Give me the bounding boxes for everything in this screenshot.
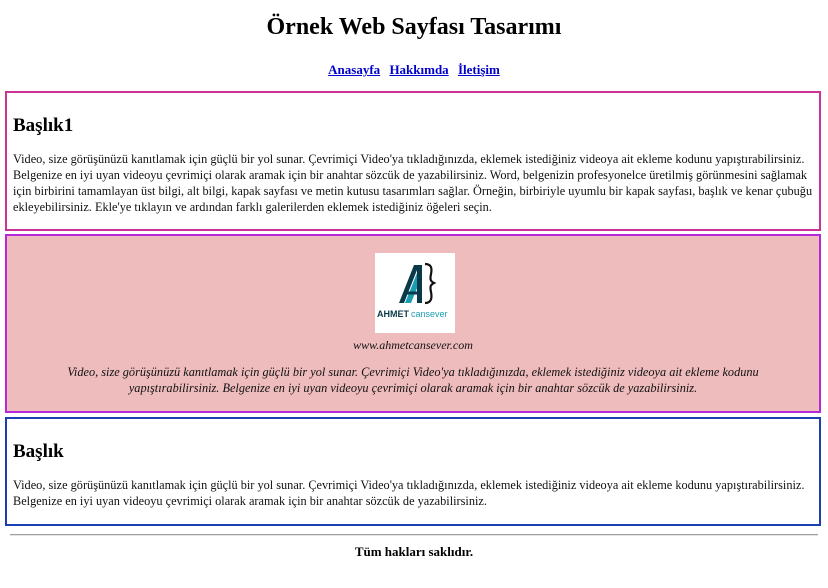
page-title: Örnek Web Sayfası Tasarımı <box>266 14 562 40</box>
section-heading: Başlık <box>13 441 64 462</box>
nav-link-anasayfa[interactable]: Anasayfa <box>328 62 381 77</box>
section-text: Video, size görüşünüzü kanıtlamak için güçlü bir yol sunar. Çevrimiçi Video'ya tıkladığınızda, eklemek istediğiniz videoya ait ekleme kodunu yapıştırabilirsiniz. Belgenize en iyi uyan videoyu çevrimiçi olarak aramak için bir anahtar sözcük de yazabilirsiniz. <box>13 478 805 508</box>
site-url: www.ahmetcansever.com <box>353 338 473 352</box>
main-nav <box>0 62 828 78</box>
logo-brand-bold: AHMET <box>377 309 409 319</box>
logo-mark-icon <box>375 253 455 333</box>
nav-link-hakkimda[interactable]: Hakkımda <box>389 62 449 77</box>
section-baslik1 <box>5 91 821 231</box>
section-logo-banner <box>5 234 821 413</box>
section-text: Video, size görüşünüzü kanıtlamak için güçlü bir yol sunar. Çevrimiçi Video'ya tıkladığınızda, eklemek istediğiniz videoya ait ekleme kodunu yapıştırabilirsiniz. Belgenize en iyi uyan videoyu çevrimiçi olarak aramak için bir anahtar sözcük de yazabilirsiniz. Word, belgenizin profesyonelce üretilmiş görünmesini sağlamak için birbirini tamamlayan üst bilgi, alt bilgi, kapak sayfası ve metin kutusu tasarımları sağlar. Örneğin, birbiriyle uyumlu bir kapak sayfası, başlık ve kenar çubuğu ekleyebilirsiniz. Ekle'ye tıklayın ve ardından farklı galerilerden eklemek istediğiniz öğeleri seçin. <box>13 152 813 214</box>
footer-copyright: Tüm hakları saklıdır. <box>354 544 474 559</box>
ahmetcansever-logo <box>375 253 455 333</box>
logo-brand-light: cansever <box>411 309 448 319</box>
footer-divider <box>10 534 818 536</box>
banner-caption: Video, size görüşünüzü kanıtlamak için güçlü bir yol sunar. Çevrimiçi Video'ya tıkladığınızda, eklemek istediğiniz videoya ait ekleme kodunu yapıştırabilirsiniz. Belgenize en iyi uyan videoyu çevrimiçi olarak aramak için bir anahtar sözcük de yazabilirsiniz. <box>67 365 759 395</box>
section-heading: Başlık1 <box>13 115 74 136</box>
section-baslik <box>5 417 821 526</box>
nav-link-iletisim[interactable]: İletişim <box>457 62 500 77</box>
